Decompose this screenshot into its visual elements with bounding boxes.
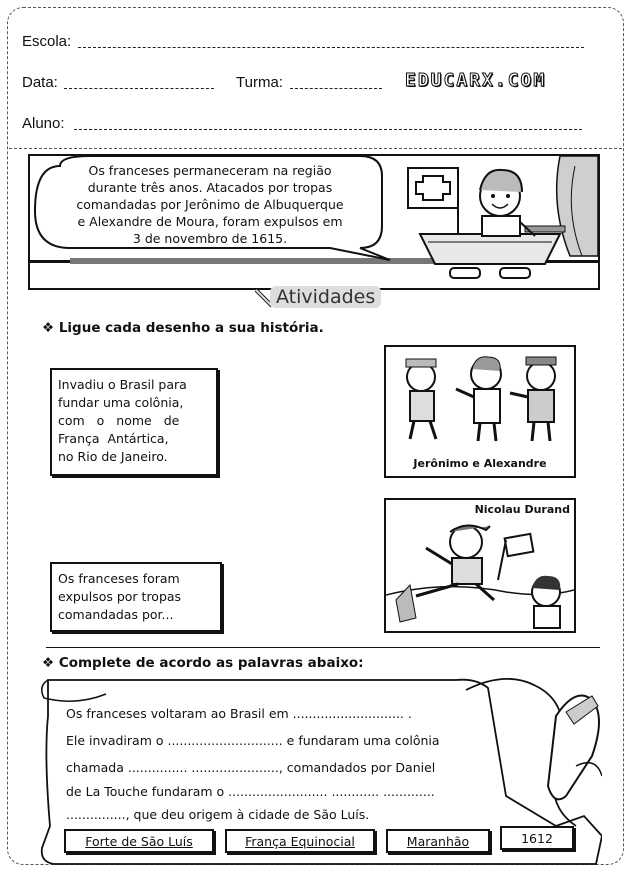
fill-line-3[interactable]: chamada ............... ......................, comandados por Daniel (66, 760, 436, 775)
picture2-caption: Nicolau Durand (474, 503, 570, 516)
picture1-caption: Jerônimo e Alexandre (413, 457, 547, 470)
fill-line-5[interactable]: ..............., que deu origem à cidade de São Luís. (66, 807, 370, 822)
date-field[interactable] (64, 88, 214, 89)
story-line: 3 de novembro de 1615. (132, 231, 288, 246)
box-line: França Antártica, (58, 431, 169, 446)
story-line: Os franceses permaneceram na região (88, 163, 332, 178)
box-line: fundar uma colônia, (58, 395, 184, 410)
header-separator (9, 148, 622, 149)
diamond-bullet-icon: ❖ (42, 655, 59, 671)
picture-nicolau-durand[interactable] (384, 498, 576, 633)
section-separator (46, 647, 600, 648)
word-text: França Equinocial (245, 834, 355, 849)
story-box-2[interactable] (50, 562, 222, 632)
story-panel (28, 154, 600, 290)
box-line: Os franceses foram (58, 571, 180, 586)
story-box-2-text (58, 570, 214, 624)
word-bank-item[interactable] (64, 829, 214, 853)
class-field[interactable] (290, 88, 382, 89)
section2-heading (42, 655, 364, 671)
story-bubble-text (38, 162, 382, 247)
word-bank-item[interactable] (386, 829, 490, 853)
student-label: Aluno: (22, 115, 65, 132)
activities-title: Atividades (270, 286, 381, 308)
section1-title: Ligue cada desenho a sua história. (58, 320, 324, 336)
fill-line-2[interactable]: Ele invadiram o ............................. e fundaram uma colônia (66, 733, 440, 748)
date-label: Data: (22, 74, 58, 91)
school-label: Escola: (22, 33, 72, 50)
story-line: comandadas por Jerônimo de Albuquerque (76, 197, 344, 212)
box-line: Invadiu o Brasil para (58, 377, 187, 392)
box-line: comandadas por... (58, 607, 174, 622)
fill-line-1[interactable]: Os franceses voltaram ao Brasil em ............................ . (66, 706, 412, 721)
soldiers-illustration (386, 349, 574, 449)
class-label: Turma: (236, 74, 283, 91)
story-line: durante três anos. Atacados por tropas (87, 180, 333, 195)
explorer-illustration (386, 500, 574, 631)
word-text: Forte de São Luís (85, 834, 193, 849)
story-box-1[interactable] (50, 368, 218, 476)
word-text: 1612 (521, 831, 553, 846)
word-bank-item[interactable] (225, 829, 375, 853)
fill-line-4[interactable]: de La Touche fundaram o ......................... ............ ............. (66, 784, 435, 799)
picture-jeronimo-alexandre[interactable] (384, 345, 576, 478)
box-line: expulsos por tropas (58, 589, 182, 604)
word-text: Maranhão (406, 834, 470, 849)
box-line: com o nome de (58, 413, 180, 428)
story-box-1-text (58, 376, 210, 466)
school-field[interactable] (78, 47, 584, 48)
brand-logo: EDUCARX.COM (405, 70, 547, 91)
section1-heading (42, 320, 324, 336)
student-field[interactable] (74, 129, 582, 130)
diamond-bullet-icon: ❖ (42, 320, 59, 336)
box-line: no Rio de Janeiro. (58, 449, 168, 464)
section2-title: Complete de acordo as palavras abaixo: (58, 655, 364, 671)
story-line: e Alexandre de Moura, foram expulsos em (77, 214, 343, 229)
word-bank-item[interactable] (500, 826, 574, 850)
